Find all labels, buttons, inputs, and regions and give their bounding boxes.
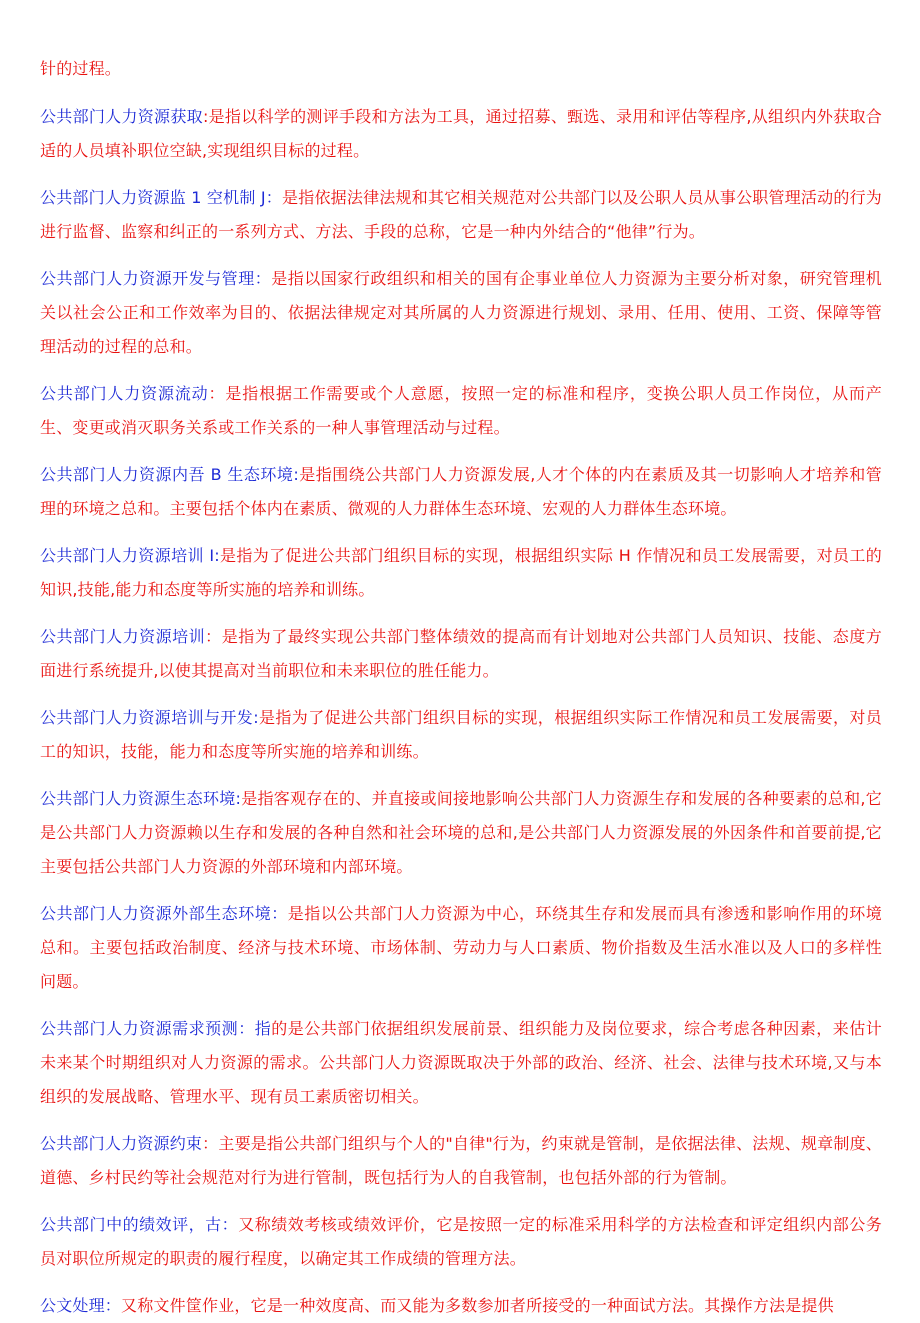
entry-term: 公共部门人力资源生态环境: [40, 789, 242, 808]
entry-term: 公文处理： [40, 1296, 122, 1315]
entry-definition: 是指围绕公共部门人力资源发展,人才个体的内在素质及其一切影响人才培养和管理的环境之总和。主要包括个体内在素质、微观的人力群体生态环境、宏观的人力群体生态环境。 [40, 465, 882, 518]
entry-term: 公共部门人力资源获取 [40, 107, 203, 126]
entry-definition: 是指以国家行政组织和相关的国有企事业单位人力资源为主要分析对象，研究管理机关以社会公正和工作效率为目的、依据法律规定对其所属的人力资源进行规划、录用、任用、使用、工资、保障等管理活动的过程的总和。 [40, 269, 882, 356]
entry-term: 公共部门人力资源培训 [40, 627, 206, 646]
glossary-entry [40, 377, 882, 445]
entry-definition: 是指为了促进公共部门组织目标的实现，根据组织实际 H 作情况和员工发展需要，对员工的知识,技能,能力和态度等所实施的培养和训练。 [40, 546, 882, 599]
glossary-entry [40, 701, 882, 769]
glossary-entry [40, 100, 882, 168]
glossary-entry [40, 458, 882, 526]
entry-definition: 是指客观存在的、并直接或间接地影响公共部门人力资源生存和发展的各种要素的总和,它是公共部门人力资源赖以生存和发展的各种自然和社会环境的总和,是公共部门人力资源发展的外因条件和首要前提,它主要包括公共部门人力资源的外部环境和内部环境。 [40, 789, 882, 876]
entry-term: 公共部门人力资源内吾 B 生态环境: [40, 465, 299, 484]
entry-term: 公共部门人力资源需求预测：指 [40, 1019, 272, 1038]
glossary-entry [40, 897, 882, 999]
glossary-entry [40, 262, 882, 364]
entry-definition: 针的过程。 [40, 59, 122, 78]
entry-definition: ：是指为了最终实现公共部门整体绩效的提高而有计划地对公共部门人员知识、技能、态度方面进行系统提升,以使其提高对当前职位和未来职位的胜任能力。 [40, 627, 882, 680]
entry-term: 公共部门人力资源监 1 空机制 J： [40, 188, 283, 207]
entry-definition: ：主要是指公共部门组织与个人的"自律"行为，约束就是管制，是依据法律、法规、规章制度、道德、乡村民约等社会规范对行为进行管制，既包括行为人的自我管制，也包括外部的行为管制。 [40, 1134, 882, 1187]
entry-definition: 是指为了促进公共部门组织目标的实现，根据组织实际工作情况和员工发展需要，对员工的知识，技能，能力和态度等所实施的培养和训练。 [40, 708, 882, 761]
entry-definition: 是指以公共部门人力资源为中心，环绕其生存和发展而具有渗透和影响作用的环境总和。主要包括政治制度、经济与技术环境、市场体制、劳动力与人口素质、物价指数及生活水准以及人口的多样性问题。 [40, 904, 882, 991]
glossary-entry [40, 620, 882, 688]
glossary-entry [40, 1127, 882, 1195]
glossary-entry [40, 782, 882, 884]
entry-definition: 是指依据法律法规和其它相关规范对公共部门以及公职人员从事公职管理活动的行为进行监督、监察和纠正的一系列方式、方法、手段的总称，它是一种内外结合的“他律”行为。 [40, 188, 882, 241]
glossary-entry [40, 1012, 882, 1114]
entry-term: 公共部门人力资源约束 [40, 1134, 203, 1153]
entry-definition: :是指以科学的测评手段和方法为工具，通过招募、甄选、录用和评估等程序,从组织内外获取合适的人员填补职位空缺,实现组织目标的过程。 [40, 107, 882, 160]
glossary-entry [40, 181, 882, 249]
entry-definition: ：是指根据工作需要或个人意愿，按照一定的标准和程序，变换公职人员工作岗位，从而产生、变更或消灭职务关系或工作关系的一种人事管理活动与过程。 [40, 384, 882, 437]
entry-definition: 的是公共部门依据组织发展前景、组织能力及岗位要求，综合考虑各种因素，来估计未来某个时期组织对人力资源的需求。公共部门人力资源既取决于外部的政治、经济、社会、法律与技术环境,又与本组织的发展战略、管理水平、现有员工素质密切相关。 [40, 1019, 882, 1106]
entry-definition: 又称绩效考核或绩效评价，它是按照一定的标准采用科学的方法检查和评定组织内部公务员对职位所规定的职责的履行程度，以确定其工作成绩的管理方法。 [40, 1215, 882, 1268]
glossary-entry [40, 1208, 882, 1276]
entry-term: 公共部门人力资源开发与管理： [40, 269, 272, 288]
entry-term: 公共部门人力资源培训 I: [40, 546, 220, 565]
entry-term: 公共部门中的绩效评，古： [40, 1215, 239, 1234]
entry-term: 公共部门人力资源培训与开发: [40, 708, 259, 727]
glossary-entry [40, 539, 882, 607]
entry-definition: 又称文件筐作业，它是一种效度高、而又能为多数参加者所接受的一种面试方法。其操作方法是提供 [121, 1296, 834, 1315]
entry-term: 公共部门人力资源流动 [40, 384, 209, 403]
glossary-entry [40, 1289, 882, 1323]
entry-term: 公共部门人力资源外部生态环境： [40, 904, 288, 923]
glossary-entry [40, 52, 882, 86]
